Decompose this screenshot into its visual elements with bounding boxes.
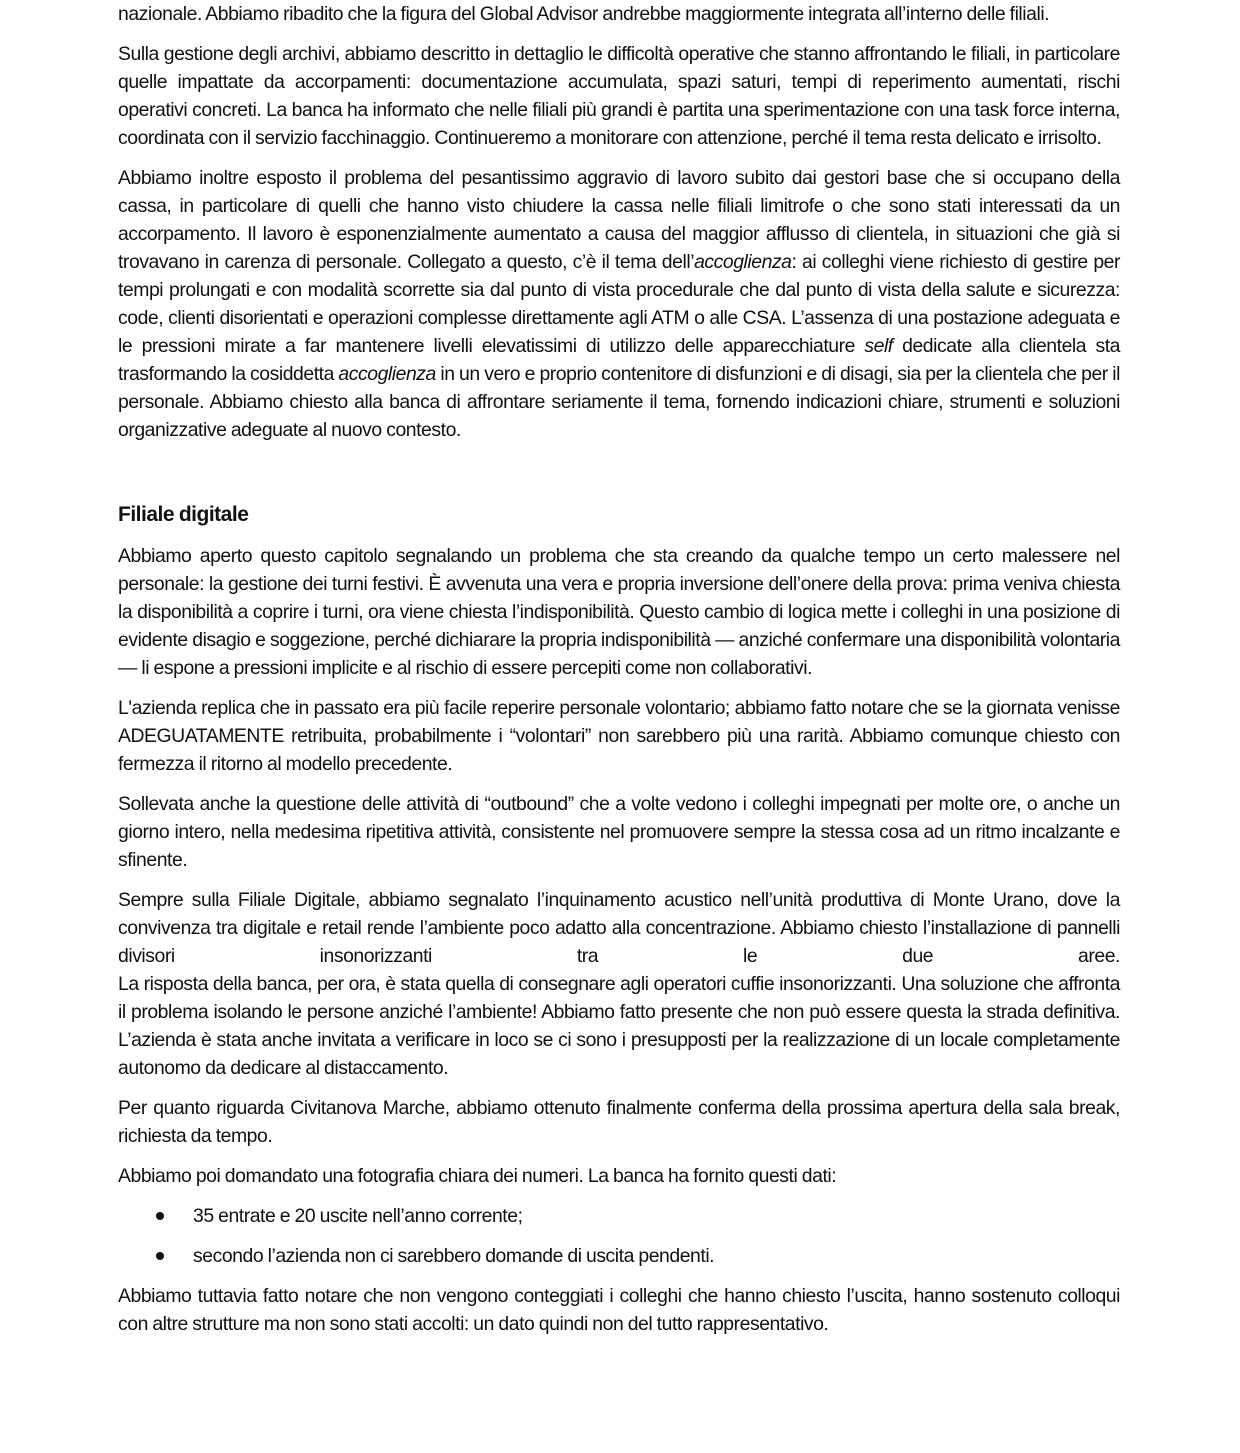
bullet-icon (156, 1212, 164, 1220)
text-run: dedicate alla clientela sta trasformando la cosiddetta (118, 335, 1120, 385)
emphasis-accoglienza: accoglienza (338, 363, 436, 385)
list-item (118, 1202, 1120, 1230)
text-run: in un vero e proprio contenitore di disfunzioni e di disagi, sia per la clientela che per il personale. Abbiamo chiesto alla banca di affrontare seriamente il tema, fornendo indicazioni chiare, strumenti e soluzioni organizzative adeguate al nuovo contesto. (118, 363, 1120, 441)
paragraph-global-advisor: nazionale. Abbiamo ribadito che la figura del Global Advisor andrebbe maggiormente integrata all’interno delle filiali. (118, 3, 1050, 25)
emphasis-self: self (864, 335, 893, 357)
bullet-icon (156, 1252, 164, 1260)
text-run: : ai colleghi viene richiesto di gestire per tempi prolungati e con modalità scorrette sia dal punto di vista procedurale che dal punto di vista della salute e sicurezza: code, clienti disorientati e operazioni complesse direttamente agli ATM o alle CSA. L’assenza di una postazione adeguata e le pressioni mirate a far mantenere livelli elevatissimi di utilizzo delle apparecchiature (118, 251, 1121, 357)
paragraph-civitanova: Per quanto riguarda Civitanova Marche, abbiamo ottenuto finalmente conferma della prossima apertura della sala break, richiesta da tempo. (118, 1097, 1120, 1147)
paragraph-cassa-accoglienza (118, 164, 1120, 444)
document-page (118, 0, 1120, 1338)
paragraph-monte-urano: Sempre sulla Filiale Digitale, abbiamo segnalato l’inquinamento acustico nell’unità produttiva di Monte Urano, dove la convivenza tra digitale e retail rende l’ambiente poco adatto alla concentrazione. Abbiamo chiesto l’installazione di pannelli divisori insonorizzanti tra le due aree. (118, 889, 1120, 967)
paragraph-numeri: Abbiamo poi domandato una fotografia chiara dei numeri. La banca ha fornito questi dati: (118, 1165, 837, 1187)
text-run: Abbiamo inoltre esposto il problema del pesantissimo aggravio di lavoro subito dai gestori base che si occupano della cassa, in particolare di quelli che hanno visto chiudere la cassa nelle filiali limitrofe o che sono stati interessati da un accorpamento. Il lavoro è esponenzialmente aumentato a causa del maggior afflusso di clientela, in situazioni che già si trovavano in carenza di personale. Collegato a questo, c’è il tema dell’ (118, 167, 1120, 273)
list-item (118, 1242, 1120, 1270)
list-item-text: 35 entrate e 20 uscite nell’anno corrente; (193, 1205, 523, 1227)
paragraph-turni-festivi: Abbiamo aperto questo capitolo segnalando un problema che sta creando da qualche tempo un certo malessere nel personale: la gestione dei turni festivi. È avvenuta una vera e propria inversione dell’onere della prova: prima veniva chiesta la disponibilità a coprire i turni, ora viene chiesta l’indisponibilità. Questo cambio di logica mette i colleghi in una posizione di evidente disagio e soggezione, perché dichiarare la propria indisponibilità — anziché confermare una disponibilità volontaria — li espone a pressioni implicite e al rischio di essere percepiti come non collaborativi. (118, 545, 1120, 679)
paragraph-volontari: L'azienda replica che in passato era più facile reperire personale volontario; abbiamo fatto notare che se la giornata venisse ADEGUATAMENTE retribuita, probabilmente i “volontari” non sarebbero più una rarità. Abbiamo comunque chiesto con fermezza il ritorno al modello precedente. (118, 697, 1120, 775)
paragraph-cuffie: La risposta della banca, per ora, è stata quella di consegnare agli operatori cuffie insonorizzanti. Una soluzione che affronta il problema isolando le persone anziché l’ambiente! Abbiamo fatto presente che non può essere questa la strada definitiva. L’azienda è stata anche invitata a verificare in loco se ci sono i presupposti per la realizzazione di un locale completamente autonomo da dedicare al distaccamento. (118, 973, 1120, 1079)
paragraph-archivi: Sulla gestione degli archivi, abbiamo descritto in dettaglio le difficoltà operative che stanno affrontando le filiali, in particolare quelle impattate da accorpamenti: documentazione accumulata, spazi saturi, tempi di reperimento aumentati, rischi operativi concreti. La banca ha informato che nelle filiali più grandi è partita una sperimentazione con una task force interna, coordinata con il servizio facchinaggio. Continueremo a monitorare con attenzione, perché il tema resta delicato e irrisolto. (118, 43, 1120, 149)
emphasis-accoglienza: accoglienza (694, 251, 792, 273)
section-heading-filiale-digitale: Filiale digitale (118, 503, 249, 526)
paragraph-outbound: Sollevata anche la questione delle attività di “outbound” che a volte vedono i colleghi impegnati per molte ore, o anche un giorno intero, nella medesima ripetitiva attività, consistente nel promuovere sempre la stessa cosa ad un ritmo incalzante e sfinente. (118, 793, 1120, 871)
numbers-list (118, 1202, 1120, 1270)
paragraph-dato-rappresentativo: Abbiamo tuttavia fatto notare che non vengono conteggiati i colleghi che hanno chiesto l’uscita, hanno sostenuto colloqui con altre strutture ma non sono stati accolti: un dato quindi non del tutto rappresentativo. (118, 1285, 1120, 1335)
list-item-text: secondo l’azienda non ci sarebbero domande di uscita pendenti. (193, 1245, 715, 1267)
